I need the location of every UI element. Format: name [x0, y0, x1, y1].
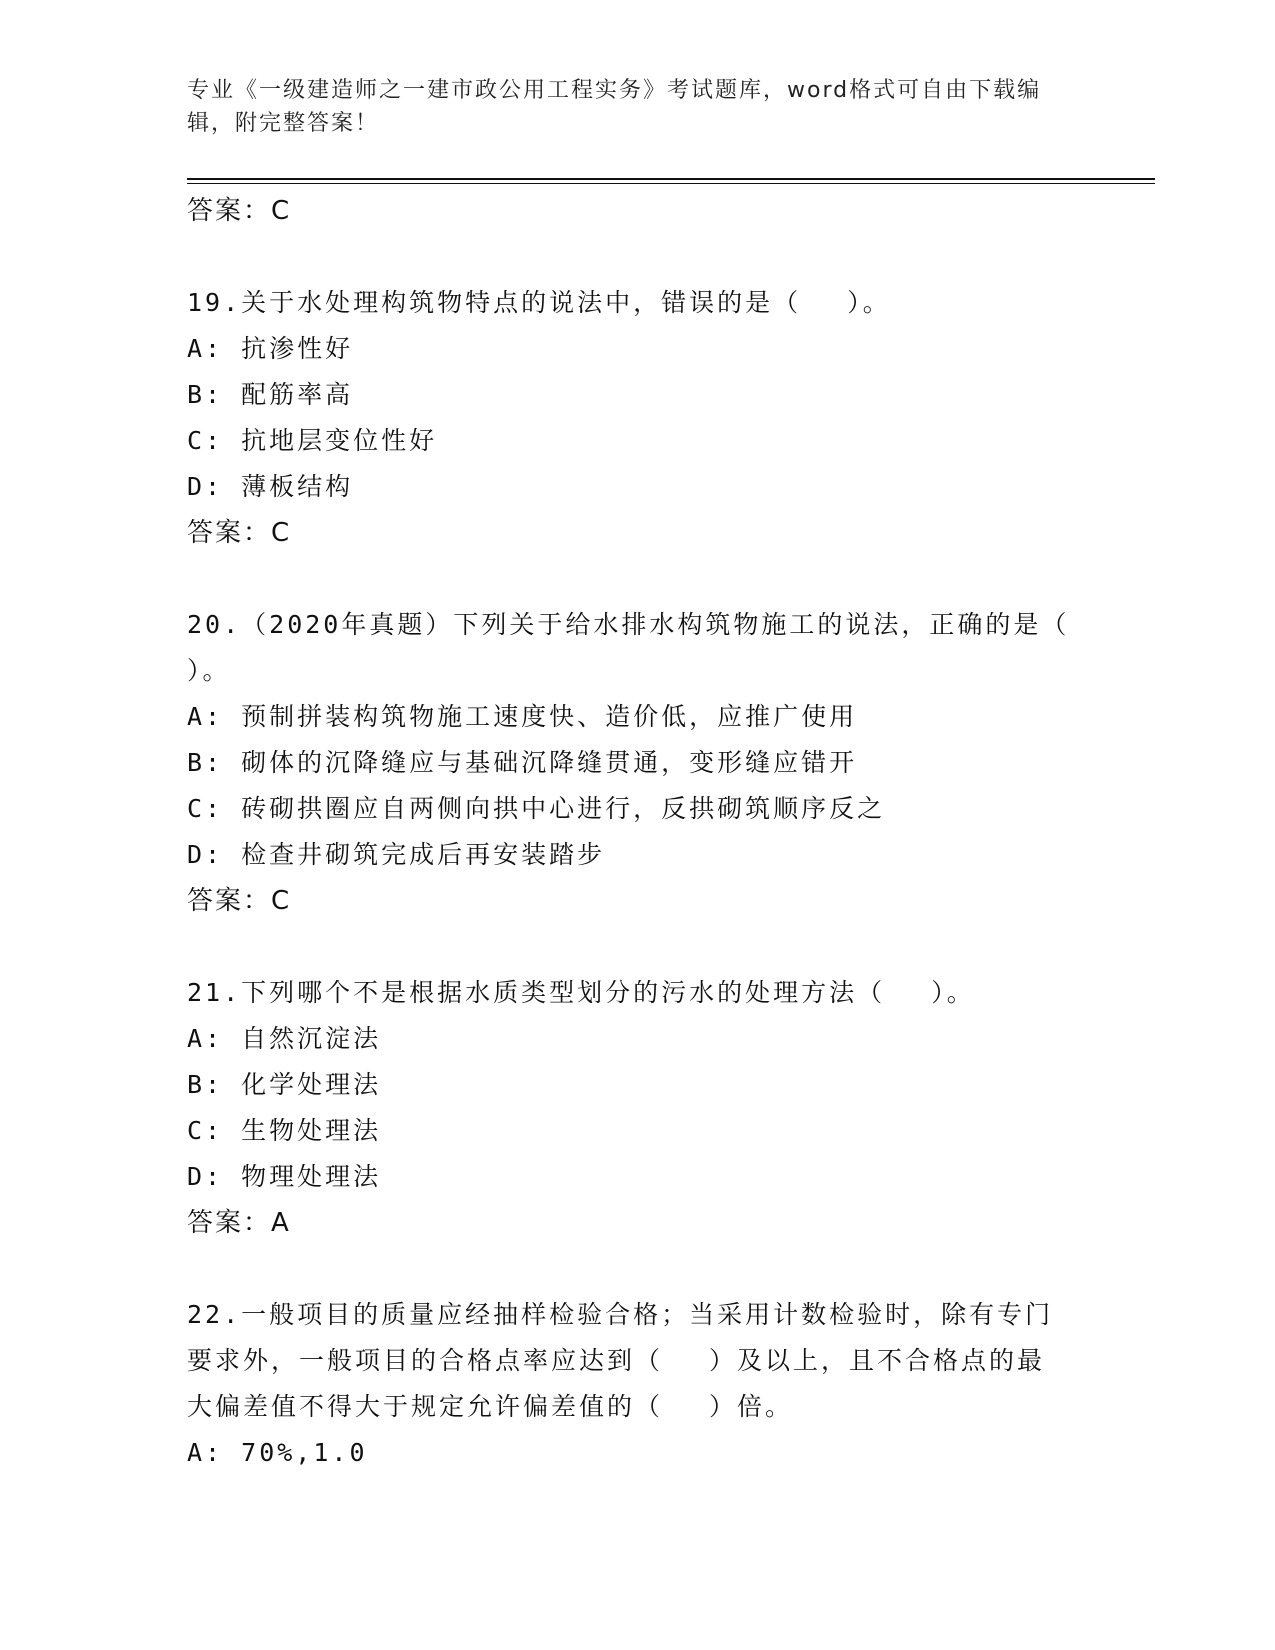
option-c: C: 抗地层变位性好 [187, 426, 438, 455]
option-a: A: 70%,1.0 [187, 1438, 368, 1467]
question-text-continued: 大偏差值不得大于规定允许偏差值的（ ）倍。 [187, 1392, 794, 1421]
answer-line: 答案：C [187, 518, 292, 548]
question-text: 19.关于水处理构筑物特点的说法中，错误的是（ ）。 [187, 288, 891, 317]
question-block [187, 602, 1077, 924]
question-text: 20.（2020年真题）下列关于给水排水构筑物施工的说法，正确的是（ [187, 610, 1070, 639]
option-a: A: 抗渗性好 [187, 334, 354, 363]
question-block [187, 970, 1077, 1246]
spacer [187, 1246, 1077, 1292]
header-line-1: 专业《一级建造师之一建市政公用工程实务》考试题库，word格式可自由下载编 [187, 78, 1042, 103]
question-text: 22.一般项目的质量应经抽样检验合格；当采用计数检验时，除有专门 [187, 1300, 1054, 1329]
question-block [187, 280, 1077, 556]
option-b: B: 化学处理法 [187, 1070, 382, 1099]
question-text: 21.下列哪个不是根据水质类型划分的污水的处理方法（ ）。 [187, 978, 975, 1007]
spacer [187, 556, 1077, 602]
header-line-2: 辑，附完整答案！ [187, 111, 380, 136]
spacer [187, 924, 1077, 970]
option-b: B: 配筋率高 [187, 380, 354, 409]
option-d: D: 物理处理法 [187, 1162, 382, 1191]
document-header [187, 74, 1077, 140]
option-d: D: 检查井砌筑完成后再安装踏步 [187, 840, 606, 869]
header-divider-thick [187, 178, 1155, 180]
answer-line: 答案：A [187, 1208, 291, 1238]
option-a: A: 自然沉淀法 [187, 1024, 382, 1053]
option-c: C: 砖砌拱圈应自两侧向拱中心进行，反拱砌筑顺序反之 [187, 794, 886, 823]
question-text-continued: ）。 [187, 656, 231, 685]
option-c: C: 生物处理法 [187, 1116, 382, 1145]
header-divider-thin [187, 183, 1155, 184]
answer-line: 答案：C [187, 886, 292, 916]
option-b: B: 砌体的沉降缝应与基础沉降缝贯通，变形缝应错开 [187, 748, 858, 777]
question-block [187, 1292, 1077, 1476]
option-a: A: 预制拼装构筑物施工速度快、造价低，应推广使用 [187, 702, 858, 731]
document-body [187, 188, 1077, 1476]
answer-line: 答案：C [187, 196, 292, 226]
question-text-continued: 要求外，一般项目的合格点率应达到（ ）及以上，且不合格点的最 [187, 1346, 1046, 1375]
option-d: D: 薄板结构 [187, 472, 354, 501]
spacer [187, 234, 1077, 280]
